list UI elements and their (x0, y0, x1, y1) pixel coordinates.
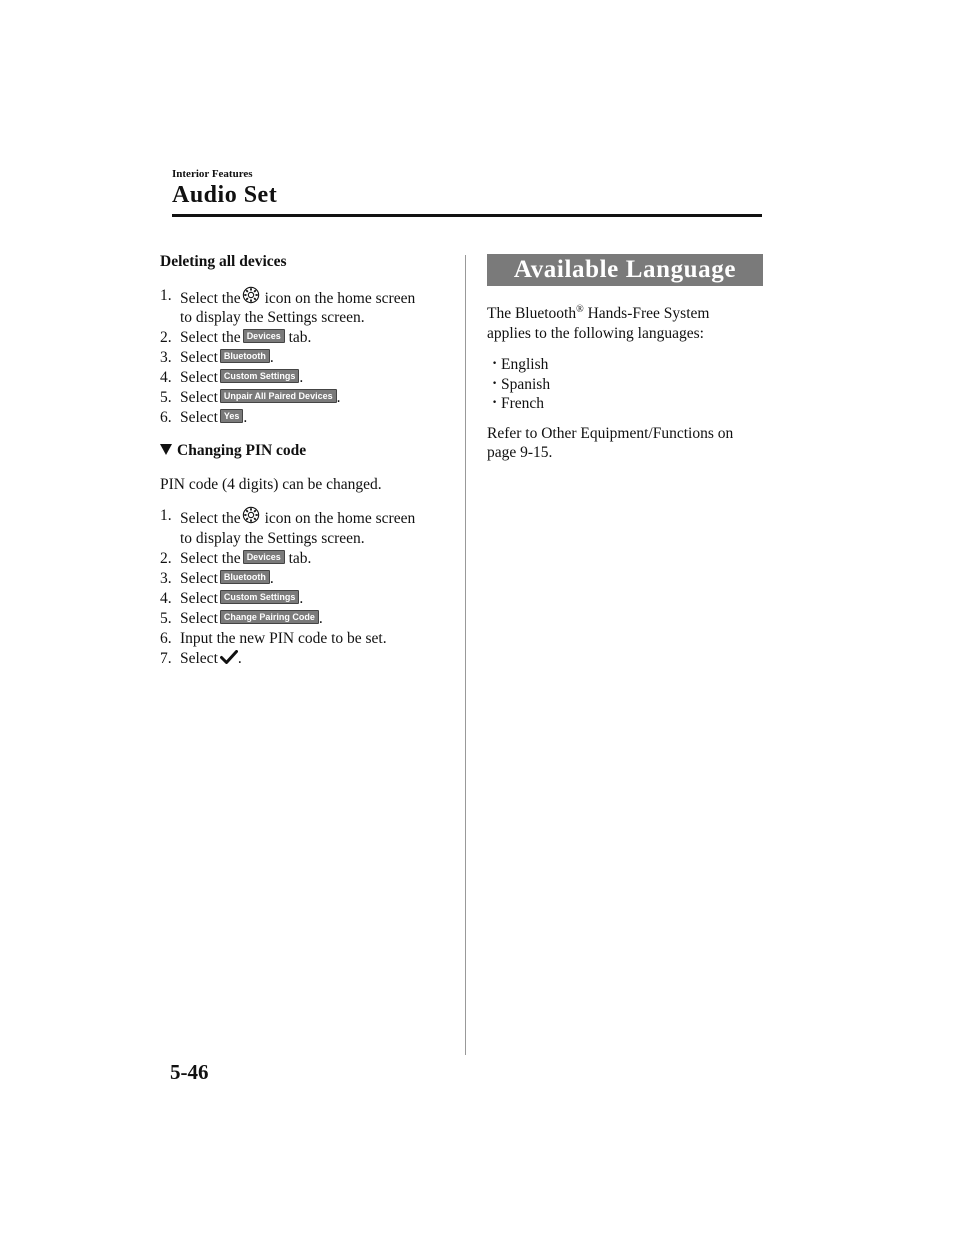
step-6: 6. Select Yes . (160, 409, 248, 426)
changing-pin-heading: Changing PIN code (160, 441, 450, 461)
devices-button: Devices (243, 329, 285, 343)
unpair-all-button: Unpair All Paired Devices (220, 389, 337, 403)
pin-step-4: 4. Select Custom Settings . (160, 589, 304, 607)
language-item: · French (492, 394, 545, 413)
column-divider (465, 255, 466, 1055)
refer-text: Refer to Other Equipment/Functions on page 9-15. (487, 424, 734, 462)
page-title: Audio Set (172, 182, 278, 208)
custom-settings-button: Custom Settings (220, 369, 300, 383)
title-rule (172, 214, 762, 217)
triangle-marker-icon (160, 444, 172, 455)
page-number: 5-46 (170, 1060, 209, 1084)
language-item: · Spanish (492, 374, 551, 393)
deleting-heading: Deleting all devices (160, 253, 287, 270)
registered-mark: ® (576, 304, 584, 315)
devices-button: Devices (243, 550, 285, 564)
step-5: 5. Select Unpair All Paired Devices . (160, 389, 341, 406)
section-label: Interior Features (172, 168, 253, 180)
step-1: 1. Select the icon on the home screen to display the Settings screen. (160, 286, 416, 326)
custom-settings-button: Custom Settings (220, 590, 300, 604)
pin-step-1: 1. Select the icon on the home screen to display the Settings screen. (160, 507, 416, 547)
bluetooth-button: Bluetooth (220, 570, 270, 584)
pin-step-7: 7. Select . (160, 649, 242, 667)
delete-steps (160, 286, 450, 428)
pin-step-5: 5. Select Change Pairing Code . (160, 609, 323, 627)
step-3: 3. Select Bluetooth . (160, 349, 274, 366)
checkmark-icon (220, 650, 238, 664)
left-column (160, 252, 450, 669)
settings-gear-icon (242, 506, 260, 524)
pin-step-3: 3. Select Bluetooth . (160, 569, 274, 587)
pin-step-2: 2. Select the Devices tab. (160, 549, 312, 567)
available-language-banner: Available Language (487, 254, 763, 286)
language-list (487, 355, 777, 414)
pin-step-6: 6. Input the new PIN code to be set. (160, 629, 387, 647)
pin-steps (160, 506, 450, 668)
pin-intro: PIN code (4 digits) can be changed. (160, 475, 382, 493)
language-item: · English (492, 355, 549, 374)
step-2: 2. Select the Devices tab. (160, 329, 312, 346)
change-pairing-code-button: Change Pairing Code (220, 610, 319, 624)
bluetooth-button: Bluetooth (220, 349, 270, 363)
step-4: 4. Select Custom Settings . (160, 369, 304, 386)
bluetooth-intro: The Bluetooth® Hands-Free System applies to the following languages: (487, 304, 710, 342)
right-column (487, 252, 777, 463)
yes-button: Yes (220, 409, 244, 423)
settings-gear-icon (242, 286, 260, 304)
